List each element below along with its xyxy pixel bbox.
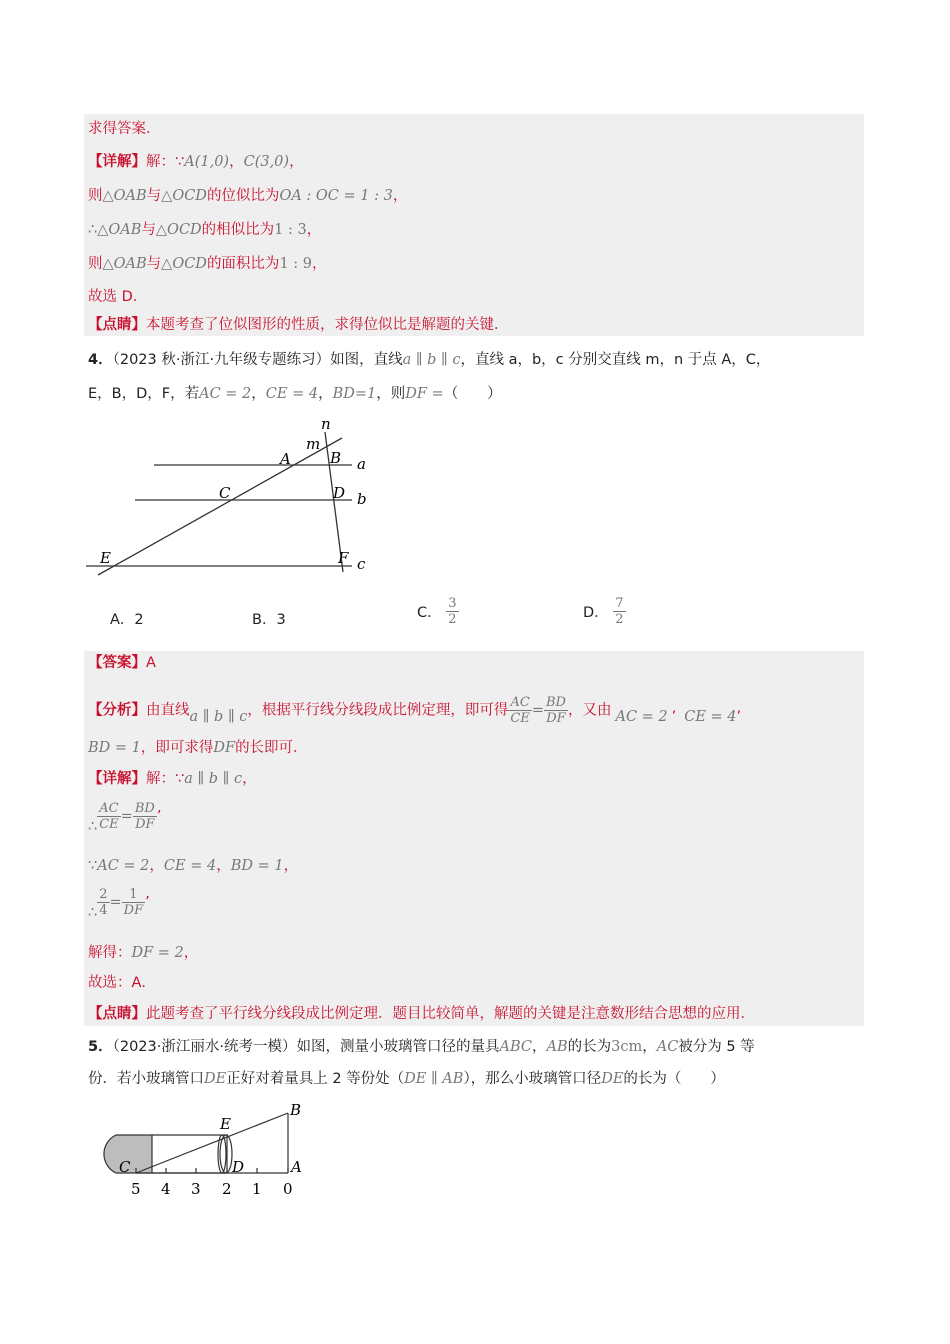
q4-option-b[interactable]: B．3 [252,612,286,628]
label-E: E [100,549,111,567]
label-E: E [220,1115,231,1133]
q4-stem-line-1: 4．（2023 秋·浙江·九年级专题练习）如图，直线a ∥ b ∥ c，直线 a，b，c 分别交直线 m，n 于点 A，C， [88,352,771,368]
q4-option-c[interactable]: C． $\frac{3}{2}$ [417,596,457,627]
q3-detail-line: 【详解】解：∵A(1,0)，C(3,0)， [88,154,304,170]
label-B: B [330,449,342,467]
q3-comment: 【点睛】本题考查了位似图形的性质，求得位似比是解题的关键． [88,317,509,333]
q4-option-a[interactable]: A．2 [110,612,144,628]
q4-stem-line-2: E，B，D，F，若AC = 2，CE = 4，BD=1，则DF =（ ） [88,386,502,402]
label-n: n [321,415,331,433]
q4-detail-line-1: 【详解】解：∵a ∥ b ∥ c， [88,771,257,787]
q3-line-3: 则△OAB与△OCD的位似比为OA : OC = 1 : 3， [88,188,408,204]
q4-analysis-line-2: BD = 1，即可求得DF的长即可． [88,740,308,756]
q5-stem-line-1: 5．（2023·浙江丽水·统考一模）如图，测量小玻璃管口径的量具ABC，AB的长为3cm，AC被分为 5 等 [88,1039,755,1055]
label-a: a [357,455,366,473]
label-m: m [306,435,321,453]
tick-4: 4 [161,1180,171,1198]
q3-line-1: 求得答案． [88,121,161,137]
label-B: B [290,1101,302,1119]
tick-0: 0 [283,1180,293,1198]
label-F: F [338,549,349,567]
q4-solve: 解得：DF = 2， [88,945,199,961]
q4-analysis-line-1: 【分析】由直线a ∥ b ∥ c，根据平行线分线段成比例定理，即可得 $\frac{AC}{CE}$ = $\frac{BD}{DF}$ ，又由 AC = 2 ’ CE = 4’ [88,695,742,726]
tick-2: 2 [222,1180,232,1198]
q4-conclusion: 故选：A． [88,975,156,991]
tick-3: 3 [191,1180,201,1198]
q4-answer: 【答案】A [88,655,156,671]
label-c: c [357,555,366,573]
tick-1: 1 [252,1180,262,1198]
label-D: D [333,484,346,502]
q4-detail-line-4: ∴ $\frac{2}{4}$ = $\frac{1}{DF}$ ’ [88,887,150,921]
q3-line-4: ∴△OAB与△OCD的相似比为1 : 3， [88,222,322,238]
q4-comment: 【点睛】此题考查了平行线分线段成比例定理．题目比较简单，解题的关键是注意数形结合思想的应用． [88,1006,755,1022]
tick-5: 5 [131,1180,141,1198]
q4-figure [80,412,390,582]
q3-conclusion: 故选 D． [88,289,148,305]
label-b: b [357,490,367,508]
q5-stem-line-2: 份．若小玻璃管口DE正好对着量具上 2 等份处（DE ∥ AB），那么小玻璃管口径DE的长为（ ） [88,1071,725,1087]
segment-CB [136,1113,288,1173]
q4-detail-line-2: ∴ $\frac{AC}{CE}$ = $\frac{BD}{DF}$ ’ [88,801,162,835]
line-m [98,438,342,575]
label-C: C [219,484,231,502]
label-A: A [291,1158,302,1176]
label-C: C [119,1158,131,1176]
q5-figure [88,1098,318,1200]
q3-line-5: 则△OAB与△OCD的面积比为1 : 9， [88,256,327,272]
label-A: A [280,450,291,468]
q4-detail-line-3: ∵AC = 2，CE = 4，BD = 1， [88,858,299,874]
q4-option-d[interactable]: D． $\frac{7}{2}$ [583,596,624,627]
label-D: D [232,1158,245,1176]
